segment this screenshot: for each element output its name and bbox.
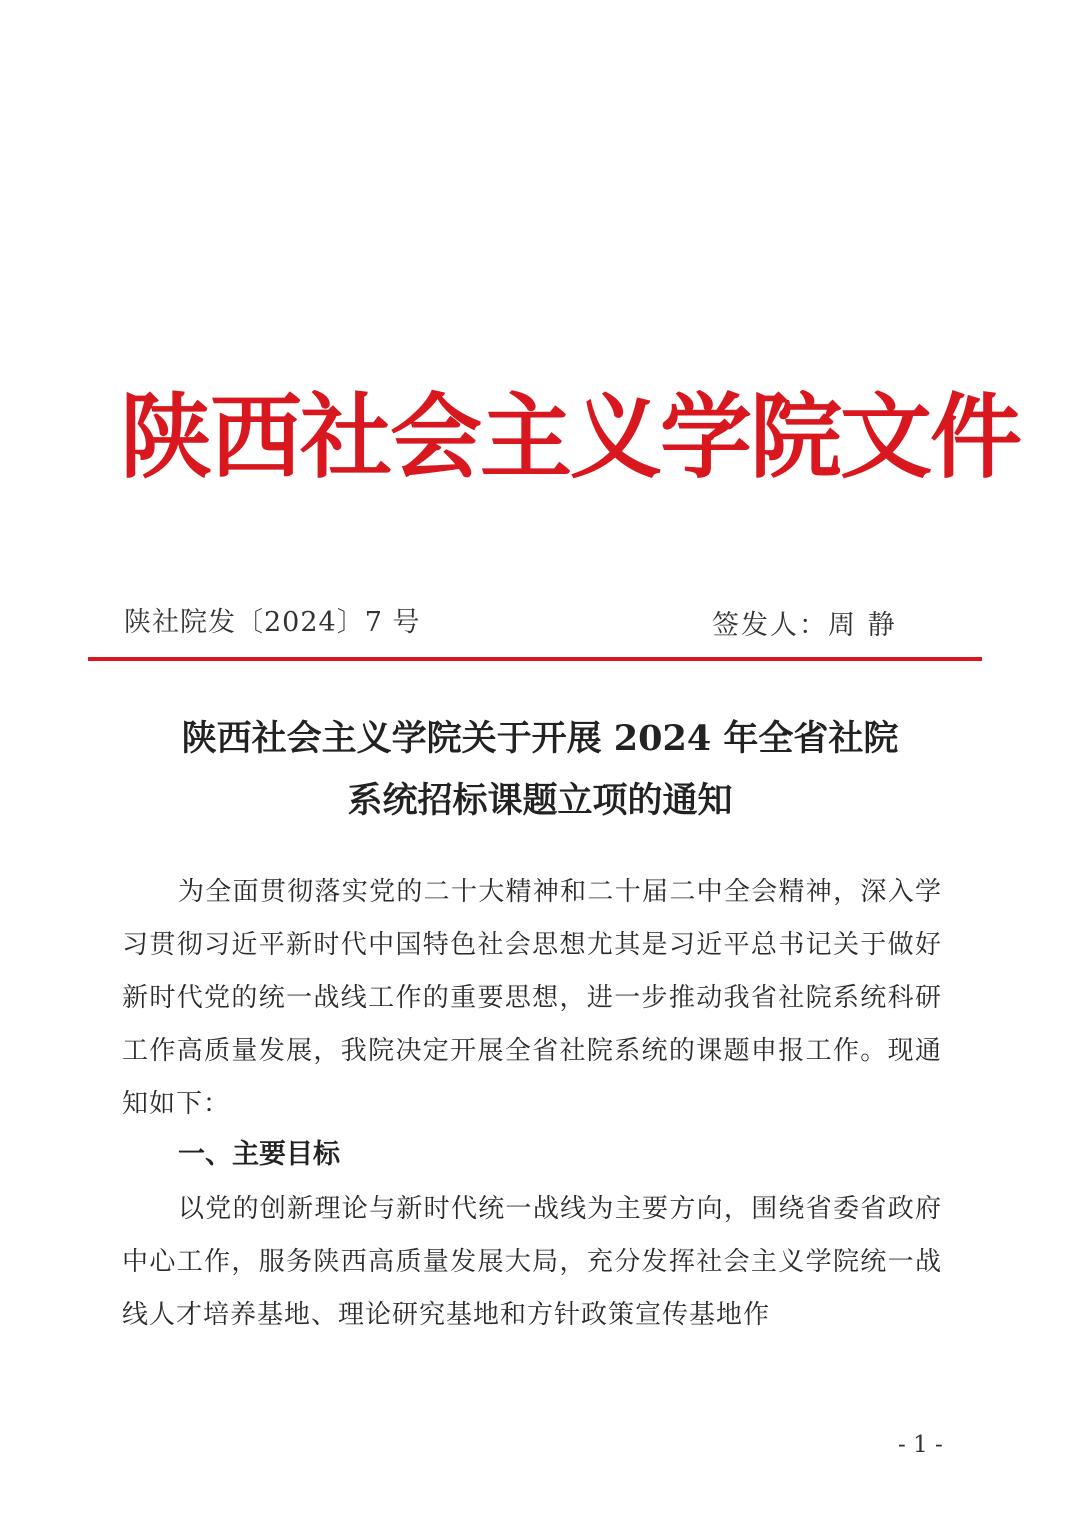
section-heading: 一、主要目标	[178, 1139, 340, 1170]
document-number: 陕社院发〔2024〕7 号	[124, 607, 421, 638]
intro-paragraph: 为全面贯彻落实党的二十大精神和二十届二中全会精神，深入学习贯彻习近平新时代中国特色社会思想尤其是习近平总书记关于做好新时代党的统一战线工作的重要思想，进一步推动我省社院系统科研工作高质量发展，我院决定开展全省社院系统的课题申报工作。现通知如下：	[122, 877, 942, 1119]
red-divider-line	[88, 657, 982, 661]
page-number: - 1 -	[898, 1432, 943, 1458]
signer: 签发人：周 静	[712, 610, 897, 641]
notice-title-line-1: 陕西社会主义学院关于开展 2024 年全省社院	[181, 718, 899, 759]
section-paragraph: 以党的创新理论与新时代统一战线为主要方向，围绕省委省政府中心工作，服务陕西高质量发展大局，充分发挥社会主义学院统一战线人才培养基地、理论研究基地和方针政策宣传基地作	[122, 1194, 942, 1330]
notice-title	[110, 708, 970, 832]
notice-title-line-2: 系统招标课题立项的通知	[347, 780, 733, 821]
masthead-title: 陕西社会主义学院文件	[120, 383, 1021, 491]
